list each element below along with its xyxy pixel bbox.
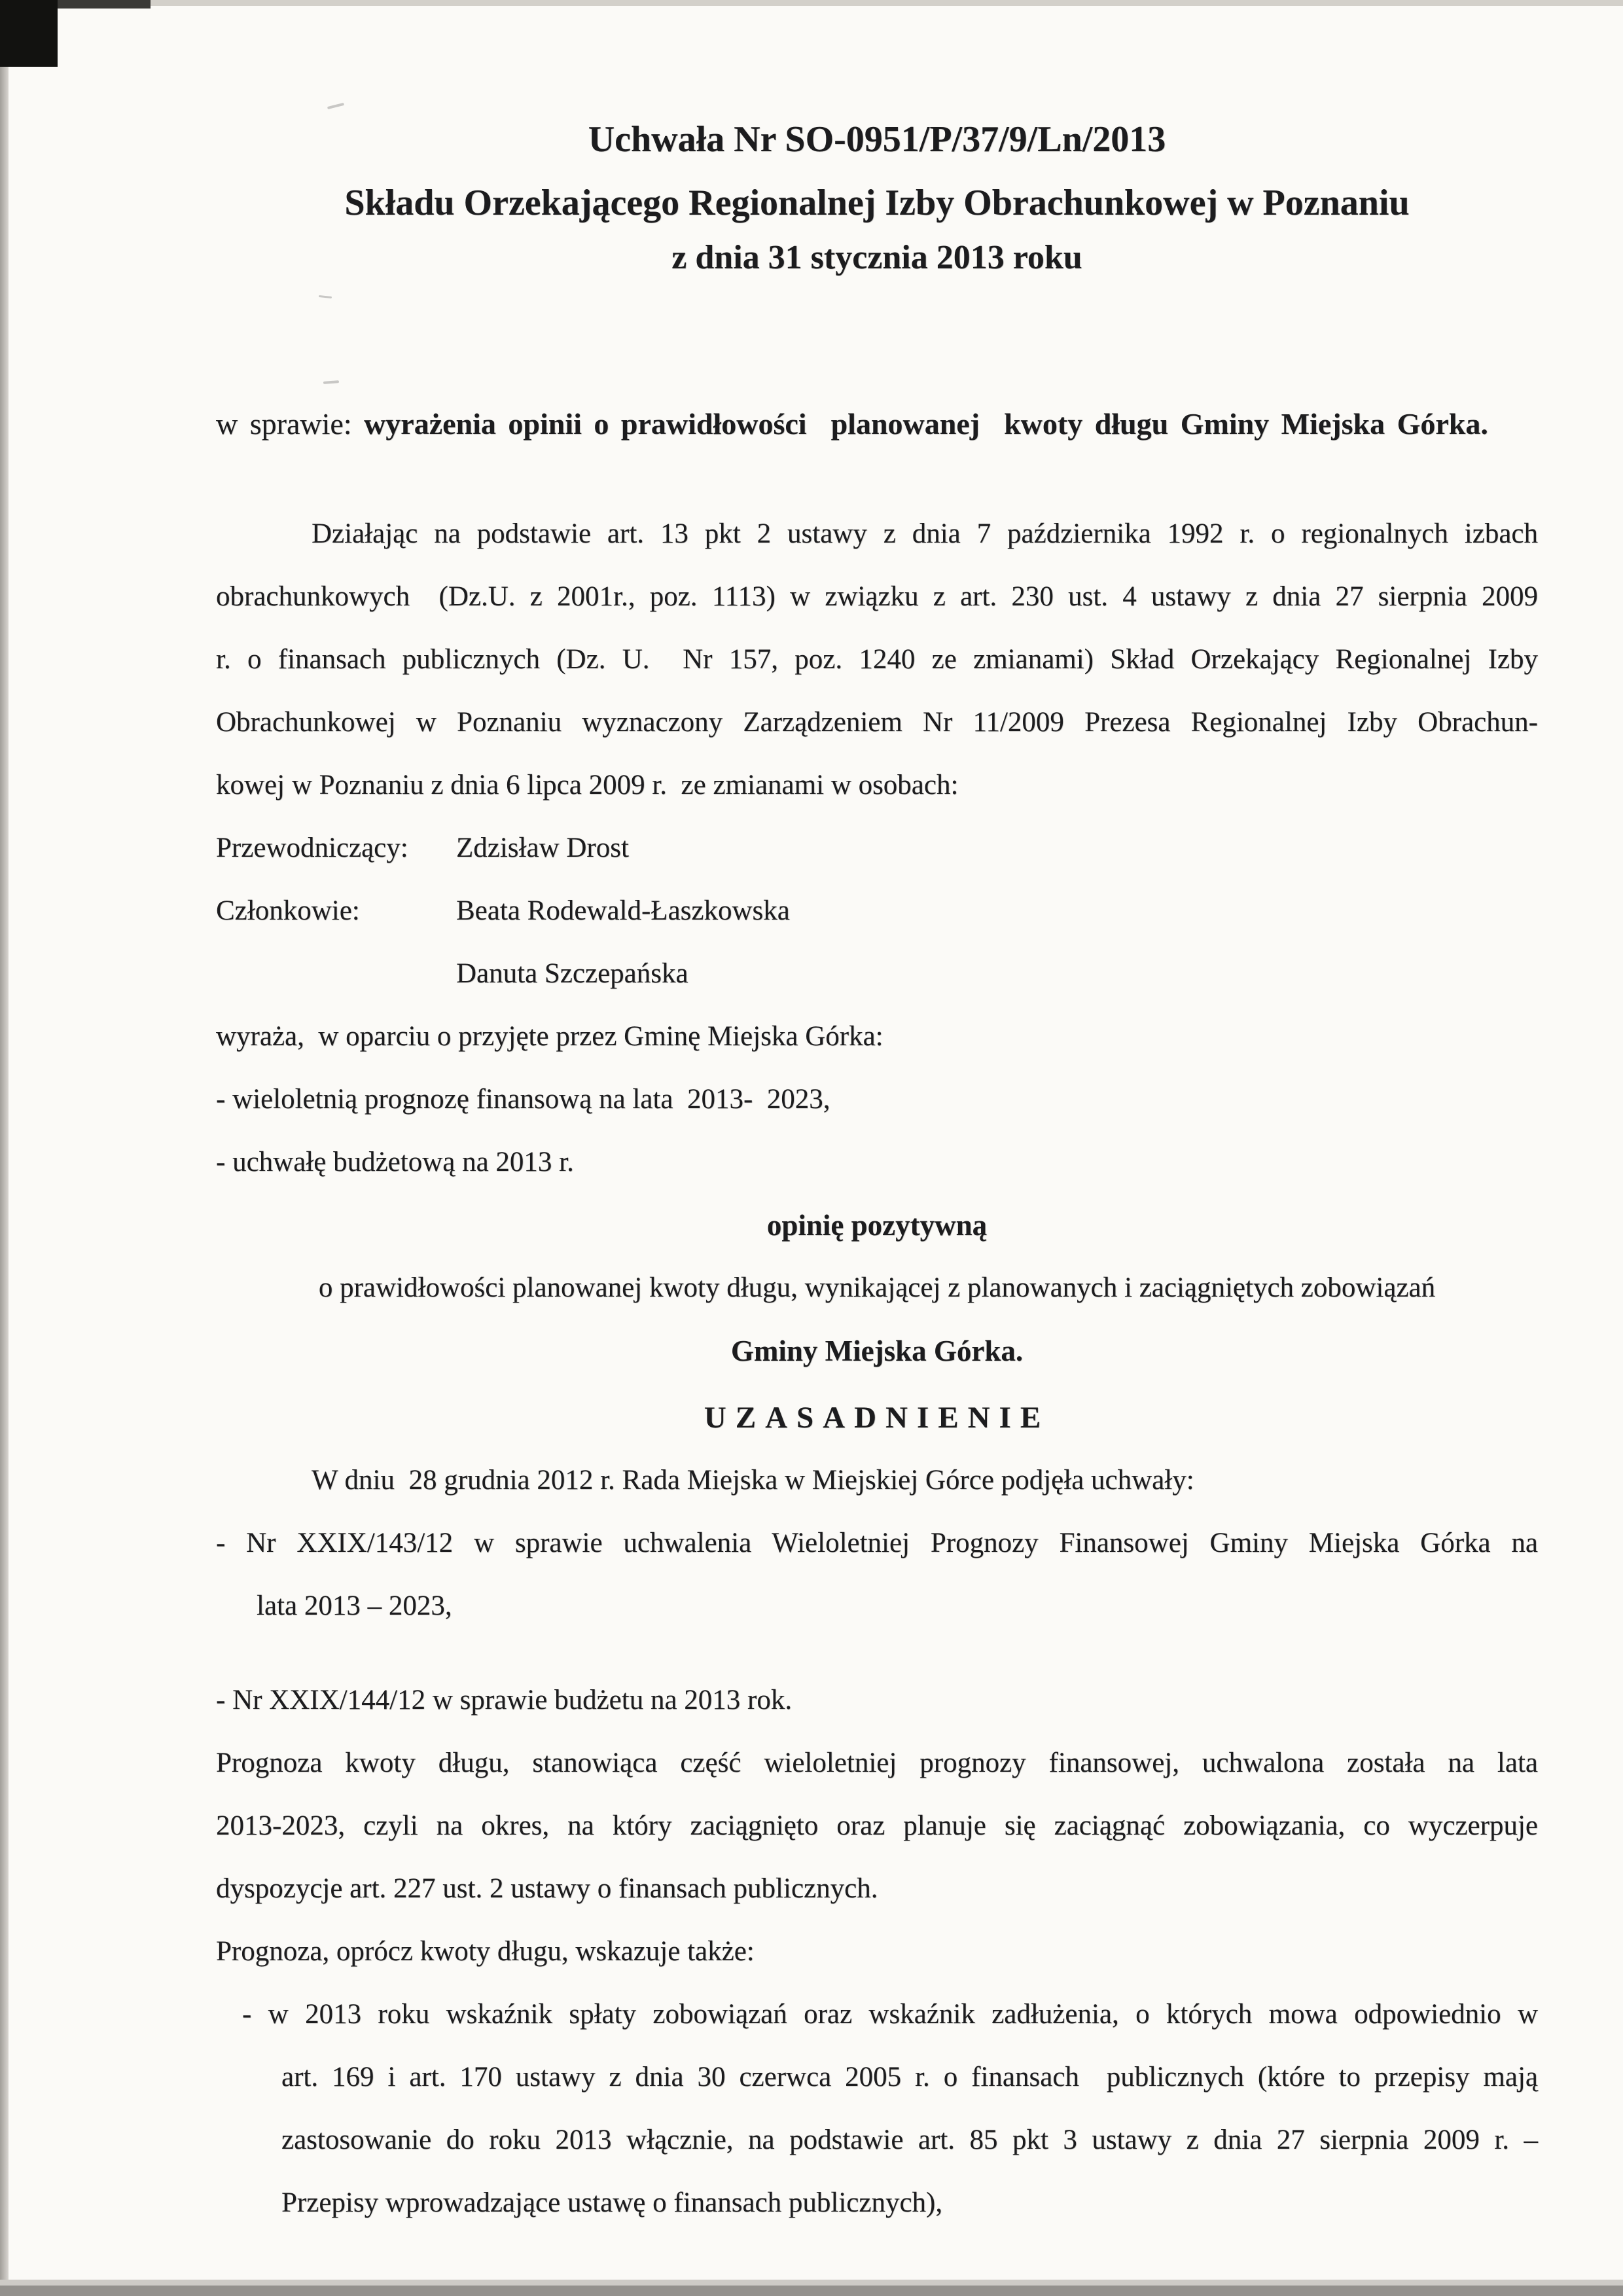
legal-basis-line: Obrachunkowej w Poznaniu wyznaczony Zarządzeniem Nr 11/2009 Prezesa Regionalnej Izby Obrachun- — [216, 707, 1538, 738]
pencil-mark — [327, 103, 344, 109]
cited-resolution-line: - Nr XXIX/144/12 w sprawie budżetu na 2013 rok. — [216, 1685, 793, 1715]
chair-label: Przewodniczący: — [216, 833, 408, 863]
resolution-item: - uchwałę budżetową na 2013 r. — [216, 1147, 574, 1177]
issuing-body-title: Składu Orzekającego Regionalnej Izby Obrachunkowej w Poznaniu — [344, 183, 1410, 223]
member-name: Danuta Szczepańska — [456, 958, 688, 989]
justification-intro: W dniu 28 grudnia 2012 r. Rada Miejska w Miejskiej Górce podjęła uchwały: — [312, 1465, 1194, 1496]
scan-bottom-edge — [0, 2286, 1623, 2296]
legal-basis-line: r. o finansach publicznych (Dz. U. Nr 157, poz. 1240 ze zmianami) Skład Orzekający Regionalnej Izby — [216, 644, 1538, 675]
resolution-item: - wieloletnią prognozę finansową na lata 2013- 2023, — [216, 1084, 830, 1115]
cited-resolution-line: lata 2013 – 2023, — [257, 1590, 452, 1621]
scan-top-edge — [0, 0, 1623, 6]
legal-basis-line: Działając na podstawie art. 13 pkt 2 ustawy z dnia 7 października 1992 r. o regionalnych izbach — [312, 518, 1538, 549]
legal-basis-line: kowej w Poznaniu z dnia 6 lipca 2009 r. ze zmianami w osobach: — [216, 770, 959, 800]
indicator-line: - w 2013 roku wskaźnik spłaty zobowiązań oraz wskaźnik zadłużenia, o których mowa odpowiednio w — [242, 1999, 1538, 2030]
forecast-also-line: Prognoza, oprócz kwoty długu, wskazuje także: — [216, 1936, 755, 1967]
scan-left-edge — [0, 0, 9, 2296]
indicator-line: zastosowanie do roku 2013 włącznie, na podstawie art. 85 pkt 3 ustawy z dnia 27 sierpnia 2009 r. – — [281, 2125, 1538, 2155]
forecast-paragraph-line: dyspozycje art. 227 ust. 2 ustawy o finansach publicznych. — [216, 1873, 878, 1904]
resolution-date-title: z dnia 31 stycznia 2013 roku — [671, 239, 1082, 276]
forecast-paragraph-line: 2013-2023, czyli na okres, na który zaciągnięto oraz planuje się zaciągnąć zobowiązania, co wyczerpuje — [216, 1810, 1538, 1841]
subject-line — [216, 404, 1538, 444]
justification-heading: UZASADNIENIE — [704, 1401, 1050, 1435]
members-label: Członkowie: — [216, 895, 360, 926]
indicator-line: Przepisy wprowadzające ustawę o finansach publicznych), — [281, 2187, 943, 2218]
resolution-intro: wyraża, w oparciu o przyjęte przez Gminę Miejska Górka: — [216, 1021, 883, 1052]
resolution-number-title: Uchwała Nr SO-0951/P/37/9/Ln/2013 — [588, 119, 1166, 160]
forecast-paragraph-line: Prognoza kwoty długu, stanowiąca część wieloletniej prognozy finansowej, uchwalona została na lata — [216, 1748, 1538, 1778]
pencil-mark — [319, 295, 332, 298]
pencil-mark — [323, 380, 339, 384]
subject-text: wyrażenia opinii o prawidłowości planowanej kwoty długu Gminy Miejska Górka. — [364, 407, 1488, 440]
cited-resolution-line: - Nr XXIX/143/12 w sprawie uchwalenia Wieloletniej Prognozy Finansowej Gminy Miejska Górka na — [216, 1528, 1538, 1558]
chair-name: Zdzisław Drost — [456, 833, 629, 863]
subject-label: w sprawie: — [216, 407, 365, 440]
scan-corner-artifact — [0, 0, 58, 67]
opinion-scope: o prawidłowości planowanej kwoty długu, wynikającej z planowanych i zaciągniętych zobowiązań — [318, 1272, 1436, 1303]
member-name: Beata Rodewald-Łaszkowska — [456, 895, 790, 926]
opinion-headline: opinię pozytywną — [766, 1209, 988, 1242]
indicator-line: art. 169 i art. 170 ustawy z dnia 30 czerwca 2005 r. o finansach publicznych (które to przepisy mają — [281, 2062, 1538, 2092]
opinion-entity: Gminy Miejska Górka. — [730, 1335, 1024, 1367]
legal-basis-line: obrachunkowych (Dz.U. z 2001r., poz. 1113) w związku z art. 230 ust. 4 ustawy z dnia 27 sierpnia 2009 — [216, 581, 1538, 612]
